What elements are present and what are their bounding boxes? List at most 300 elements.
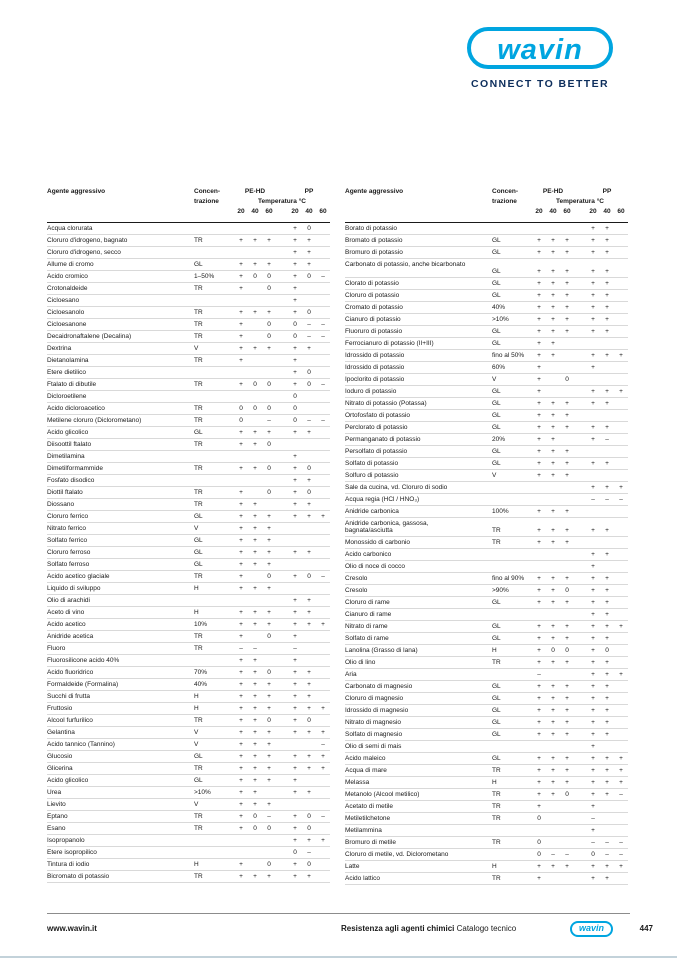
value-cell: + <box>551 575 555 582</box>
value-cell: + <box>591 527 595 534</box>
table-row <box>345 446 628 458</box>
value-cell: 0 <box>591 851 595 858</box>
value-cell: + <box>551 292 555 299</box>
agent-name-cell: Acido lattico <box>345 875 381 882</box>
concentration-cell: GL <box>492 623 501 630</box>
table-row <box>47 427 330 439</box>
agent-name-cell: Diisoottil ftalato <box>47 441 92 448</box>
table-row <box>47 859 330 871</box>
value-cell: + <box>267 777 271 784</box>
value-cell: + <box>619 671 623 678</box>
value-cell: 0 <box>267 273 271 280</box>
column-header-pp: PP <box>304 188 314 195</box>
value-cell: + <box>293 261 297 268</box>
value-cell: + <box>551 340 555 347</box>
agent-name-cell: Eptano <box>47 813 68 820</box>
table-row <box>47 703 330 715</box>
value-cell: + <box>591 237 595 244</box>
value-cell: 0 <box>293 405 297 412</box>
value-cell: + <box>253 621 257 628</box>
value-cell: – <box>591 815 595 822</box>
value-cell: + <box>307 693 311 700</box>
value-cell: + <box>293 837 297 844</box>
value-cell: + <box>551 527 555 534</box>
value-cell: + <box>537 268 541 275</box>
agent-name-cell: Idrossido di potassio <box>345 364 405 371</box>
column-header-pehd: PE-HD <box>244 188 266 195</box>
table-row <box>345 290 628 302</box>
value-cell: + <box>307 429 311 436</box>
value-cell: + <box>551 599 555 606</box>
value-cell: + <box>267 309 271 316</box>
value-cell: + <box>537 683 541 690</box>
value-cell: + <box>253 525 257 532</box>
value-cell: + <box>307 873 311 880</box>
value-cell: + <box>551 707 555 714</box>
concentration-cell: >10% <box>492 316 509 323</box>
value-cell: + <box>551 508 555 515</box>
value-cell: + <box>307 681 311 688</box>
value-cell: + <box>267 693 271 700</box>
agent-name-cell: Ioduro di potassio <box>345 388 397 395</box>
concentration-cell: TR <box>194 717 203 724</box>
value-cell: + <box>253 237 257 244</box>
value-cell: + <box>591 803 595 810</box>
table-row <box>47 403 330 415</box>
concentration-cell: GL <box>194 561 203 568</box>
value-cell: + <box>565 448 569 455</box>
table-row <box>345 729 628 741</box>
value-cell: + <box>565 292 569 299</box>
table-row <box>345 621 628 633</box>
value-cell: + <box>605 328 609 335</box>
table-row <box>47 391 330 403</box>
concentration-cell: H <box>194 609 199 616</box>
agent-name-cell: Liquido di sviluppo <box>47 585 101 592</box>
value-cell: + <box>253 717 257 724</box>
table-row <box>345 693 628 705</box>
value-cell: – <box>307 321 311 328</box>
value-cell: + <box>537 376 541 383</box>
concentration-cell: TR <box>492 539 501 546</box>
footer-doc-title-bold: Resistenza agli agenti chimici <box>341 924 455 933</box>
value-cell: + <box>239 861 243 868</box>
value-cell: + <box>565 237 569 244</box>
value-cell: – <box>239 645 243 652</box>
concentration-cell: 20% <box>492 436 506 443</box>
value-cell: 0 <box>307 813 311 820</box>
value-cell: + <box>605 484 609 491</box>
table-row <box>345 537 628 549</box>
value-cell: + <box>293 549 297 556</box>
table-row <box>345 861 628 873</box>
value-cell: + <box>239 741 243 748</box>
value-cell: + <box>307 345 311 352</box>
agent-name-cell: Cloruro d'idrogeno, bagnato <box>47 237 128 244</box>
table-row <box>345 573 628 585</box>
value-cell: – <box>321 417 325 424</box>
value-cell: + <box>267 345 271 352</box>
table-row <box>345 873 628 885</box>
value-cell: 0 <box>307 381 311 388</box>
value-cell: – <box>565 851 569 858</box>
table-row <box>47 823 330 835</box>
value-cell: + <box>605 575 609 582</box>
value-cell: + <box>565 412 569 419</box>
value-cell: – <box>605 851 609 858</box>
value-cell: + <box>591 436 595 443</box>
concentration-cell: >10% <box>194 789 211 796</box>
agent-name-cell: Olio di semi di mais <box>345 743 402 750</box>
value-cell: + <box>551 695 555 702</box>
value-cell: + <box>551 352 555 359</box>
column-header-pehd: PE-HD <box>542 188 564 195</box>
value-cell: + <box>619 755 623 762</box>
value-cell: + <box>537 388 541 395</box>
value-cell: + <box>591 484 595 491</box>
table-row <box>345 338 628 350</box>
right-table-body <box>345 223 628 885</box>
value-cell: + <box>293 669 297 676</box>
agent-name-cell: Solfato ferrico <box>47 537 88 544</box>
value-cell: – <box>307 417 311 424</box>
concentration-cell: GL <box>492 340 501 347</box>
value-cell: + <box>591 280 595 287</box>
value-cell: + <box>239 813 243 820</box>
value-cell: + <box>307 513 311 520</box>
value-cell: + <box>293 489 297 496</box>
value-cell: 0 <box>537 851 541 858</box>
column-header-temperature: Temperatura °C <box>258 198 306 205</box>
value-cell: + <box>537 647 541 654</box>
agent-name-cell: Anidride acetica <box>47 633 94 640</box>
concentration-cell: H <box>492 779 497 786</box>
agent-name-cell: Tintura di iodio <box>47 861 90 868</box>
wavin-logo-text: wavin <box>497 34 583 66</box>
value-cell: + <box>293 765 297 772</box>
value-cell: 0 <box>307 273 311 280</box>
value-cell: + <box>239 489 243 496</box>
agent-name-cell: Acido fluoridrico <box>47 669 94 676</box>
agent-name-cell: Glicerina <box>47 765 73 772</box>
agent-name-cell: Bicromato di potassio <box>47 873 110 880</box>
value-cell: + <box>565 268 569 275</box>
value-cell: + <box>253 657 257 664</box>
concentration-cell: GL <box>492 731 501 738</box>
value-cell: + <box>537 635 541 642</box>
value-cell: + <box>253 441 257 448</box>
agent-name-cell: Anidride carbonica <box>345 508 399 515</box>
value-cell: 0 <box>267 405 271 412</box>
value-cell: – <box>605 839 609 846</box>
concentration-cell: GL <box>492 683 501 690</box>
value-cell: + <box>293 753 297 760</box>
value-cell: + <box>565 719 569 726</box>
footer-divider <box>47 913 630 914</box>
value-cell: + <box>591 707 595 714</box>
agent-name-cell: Urea <box>47 789 62 796</box>
value-cell: – <box>619 496 623 503</box>
concentration-cell: GL <box>492 448 501 455</box>
value-cell: + <box>239 825 243 832</box>
agent-name-cell: Nitrato di magnesio <box>345 719 401 726</box>
value-cell: 0 <box>267 633 271 640</box>
value-cell: + <box>591 249 595 256</box>
value-cell: + <box>239 513 243 520</box>
table-row <box>47 247 330 259</box>
table-row <box>47 763 330 775</box>
value-cell: + <box>551 237 555 244</box>
value-cell: + <box>293 813 297 820</box>
value-cell: + <box>307 837 311 844</box>
value-cell: + <box>307 705 311 712</box>
agent-name-cell: Olio di noce di cocco <box>345 563 405 570</box>
value-cell: + <box>537 731 541 738</box>
column-header-concentration-line2: trazione <box>492 198 517 205</box>
agent-name-cell: Permanganato di potassio <box>345 436 421 443</box>
table-row <box>47 235 330 247</box>
agent-name-cell: Decaidronaftalene (Decalina) <box>47 333 132 340</box>
value-cell: + <box>239 669 243 676</box>
agent-name-cell: Acido tannico (Tannino) <box>47 741 115 748</box>
value-cell: + <box>239 333 243 340</box>
table-row <box>47 619 330 631</box>
value-cell: + <box>605 388 609 395</box>
agent-name-cell: Dietanolamina <box>47 357 89 364</box>
value-cell: + <box>267 621 271 628</box>
value-cell: + <box>591 671 595 678</box>
table-row <box>345 326 628 338</box>
value-cell: 0 <box>267 285 271 292</box>
value-cell: + <box>591 388 595 395</box>
value-cell: + <box>293 237 297 244</box>
value-cell: + <box>619 767 623 774</box>
value-cell: + <box>537 719 541 726</box>
concentration-cell: GL <box>492 424 501 431</box>
value-cell: + <box>293 693 297 700</box>
value-cell: + <box>293 273 297 280</box>
concentration-cell: GL <box>194 753 203 760</box>
agent-name-cell: bagnata/asciutta <box>345 527 393 534</box>
value-cell: + <box>293 513 297 520</box>
table-row <box>345 235 628 247</box>
value-cell: + <box>605 695 609 702</box>
value-cell: + <box>591 611 595 618</box>
value-cell: + <box>239 585 243 592</box>
table-row <box>47 571 330 583</box>
concentration-cell: H <box>194 585 199 592</box>
temp-col-pehd-40: 40 <box>251 208 259 215</box>
value-cell: + <box>605 225 609 232</box>
value-cell: + <box>239 609 243 616</box>
value-cell: + <box>537 472 541 479</box>
value-cell: 0 <box>267 441 271 448</box>
value-cell: + <box>605 635 609 642</box>
value-cell: + <box>239 693 243 700</box>
value-cell: + <box>293 705 297 712</box>
table-row <box>47 559 330 571</box>
value-cell: + <box>321 765 325 772</box>
value-cell: + <box>565 659 569 666</box>
concentration-cell: 10% <box>194 621 208 628</box>
value-cell: 0 <box>307 717 311 724</box>
agent-name-cell: Bromato di potassio <box>345 237 403 244</box>
value-cell: + <box>537 695 541 702</box>
concentration-cell: V <box>492 472 497 479</box>
value-cell: + <box>267 705 271 712</box>
value-cell: + <box>239 717 243 724</box>
value-cell: + <box>591 743 595 750</box>
value-cell: + <box>537 460 541 467</box>
value-cell: + <box>565 683 569 690</box>
agent-name-cell: Diossano <box>47 501 75 508</box>
table-row <box>345 302 628 314</box>
value-cell: + <box>267 609 271 616</box>
value-cell: + <box>239 237 243 244</box>
value-cell: + <box>239 789 243 796</box>
value-cell: + <box>253 873 257 880</box>
concentration-cell: TR <box>194 765 203 772</box>
agent-name-cell: Anidride carbonica, gassosa, <box>345 520 429 527</box>
table-row <box>345 741 628 753</box>
value-cell: 0 <box>253 813 257 820</box>
concentration-cell: GL <box>492 292 501 299</box>
agent-name-cell: Cicloesanolo <box>47 309 85 316</box>
value-cell: + <box>551 659 555 666</box>
value-cell: + <box>605 249 609 256</box>
value-cell: + <box>537 767 541 774</box>
table-row <box>345 410 628 422</box>
agent-name-cell: Allume di cromo <box>47 261 94 268</box>
column-header-agent: Agente aggressivo <box>47 188 106 195</box>
concentration-cell: TR <box>492 767 501 774</box>
value-cell: + <box>565 599 569 606</box>
agent-name-cell: Acqua regia (HCl / HNO₃) <box>345 496 420 503</box>
temp-col-pp-60: 60 <box>617 208 625 215</box>
value-cell: – <box>605 436 609 443</box>
agent-name-cell: Cresolo <box>345 587 368 594</box>
agent-name-cell: Cicloesanone <box>47 321 87 328</box>
footer-wavin-logo <box>570 921 613 937</box>
table-row <box>47 691 330 703</box>
table-row <box>345 374 628 386</box>
value-cell: + <box>605 875 609 882</box>
value-cell: + <box>551 623 555 630</box>
concentration-cell: TR <box>194 237 203 244</box>
value-cell: + <box>267 261 271 268</box>
value-cell: + <box>253 429 257 436</box>
concentration-cell: TR <box>194 825 203 832</box>
agent-name-cell: Clorato di potassio <box>345 280 399 287</box>
value-cell: 0 <box>293 417 297 424</box>
value-cell: 0 <box>267 321 271 328</box>
value-cell: + <box>537 448 541 455</box>
value-cell: + <box>293 861 297 868</box>
value-cell: + <box>293 609 297 616</box>
column-header-agent: Agente aggressivo <box>345 188 404 195</box>
table-row <box>345 494 628 506</box>
table-row <box>47 415 330 427</box>
value-cell: + <box>293 597 297 604</box>
table-row <box>47 355 330 367</box>
value-cell: + <box>537 412 541 419</box>
value-cell: + <box>293 825 297 832</box>
value-cell: + <box>293 621 297 628</box>
concentration-cell: TR <box>492 875 501 882</box>
concentration-cell: V <box>194 801 199 808</box>
table-row <box>47 727 330 739</box>
value-cell: – <box>321 741 325 748</box>
agent-name-cell: Fosfato disodico <box>47 477 95 484</box>
value-cell: + <box>537 659 541 666</box>
value-cell: + <box>239 753 243 760</box>
value-cell: + <box>537 863 541 870</box>
table-row <box>47 271 330 283</box>
agent-name-cell: Solfato di magnesio <box>345 731 403 738</box>
value-cell: + <box>307 249 311 256</box>
value-cell: + <box>253 513 257 520</box>
agent-name-cell: Cloruro ferrico <box>47 513 89 520</box>
value-cell: + <box>591 659 595 666</box>
value-cell: + <box>293 225 297 232</box>
concentration-cell: V <box>194 741 199 748</box>
table-row <box>47 283 330 295</box>
table-row <box>345 350 628 362</box>
value-cell: + <box>591 225 595 232</box>
value-cell: – <box>321 813 325 820</box>
agent-name-cell: Metanolo (Alcool metilico) <box>345 791 420 798</box>
value-cell: + <box>267 729 271 736</box>
left-table <box>47 188 330 885</box>
agent-name-cell: Cloruro di metile, vd. Diclorometano <box>345 851 449 858</box>
value-cell: + <box>293 501 297 508</box>
value-cell: + <box>307 789 311 796</box>
value-cell: + <box>565 695 569 702</box>
value-cell: + <box>537 539 541 546</box>
value-cell: + <box>565 460 569 467</box>
value-cell: + <box>605 707 609 714</box>
chemical-resistance-tables <box>47 188 630 885</box>
value-cell: 0 <box>307 861 311 868</box>
value-cell: + <box>239 321 243 328</box>
footer-doc-title <box>341 924 516 933</box>
value-cell: + <box>605 551 609 558</box>
agent-name-cell: Cloruro d'idrogeno, secco <box>47 249 121 256</box>
value-cell: 0 <box>307 573 311 580</box>
value-cell: + <box>591 647 595 654</box>
footer-website: www.wavin.it <box>47 924 97 933</box>
agent-name-cell: Nitrato di potassio (Potassa) <box>345 400 427 407</box>
value-cell: + <box>537 316 541 323</box>
concentration-cell: TR <box>492 839 501 846</box>
concentration-cell: TR <box>492 659 501 666</box>
value-cell: + <box>307 501 311 508</box>
agent-name-cell: Esano <box>47 825 66 832</box>
agent-name-cell: Ortofosfato di potassio <box>345 412 411 419</box>
value-cell: + <box>551 316 555 323</box>
agent-name-cell: Acido acetico <box>47 621 86 628</box>
table-row <box>345 247 628 259</box>
value-cell: + <box>551 268 555 275</box>
value-cell: + <box>605 352 609 359</box>
value-cell: 0 <box>253 381 257 388</box>
temp-col-pp-40: 40 <box>603 208 611 215</box>
value-cell: 0 <box>293 393 297 400</box>
value-cell: – <box>619 791 623 798</box>
value-cell: + <box>537 304 541 311</box>
value-cell: – <box>551 851 555 858</box>
value-cell: + <box>591 755 595 762</box>
